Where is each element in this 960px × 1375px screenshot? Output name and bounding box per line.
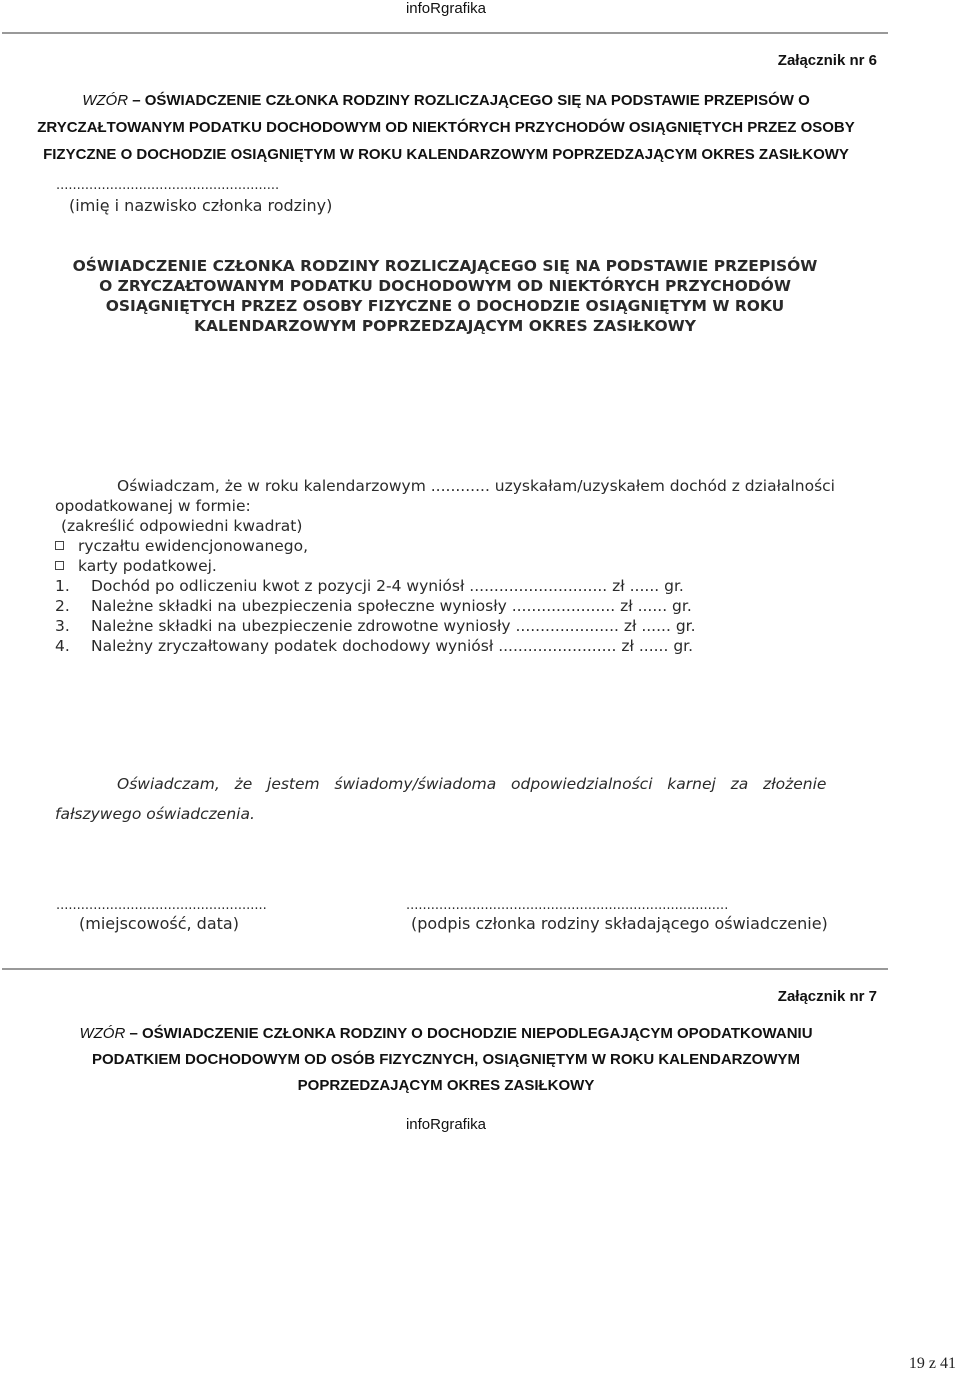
responsibility-line-1: Oświadczam, że jestem świadomy/świadoma odpowiedzialności karnej za złożenie <box>117 775 827 793</box>
checkbox-icon[interactable] <box>55 561 64 570</box>
responsibility-line-2: fałszywego oświadczenia. <box>55 805 255 823</box>
annex-7-title-line-3: POPRZEDZAJĄCYM OKRES ZASIŁKOWY <box>297 1077 595 1094</box>
annex-7-title-line-2: PODATKIEM DOCHODOWYM OD OSÓB FIZYCZNYCH, OSIĄGNIĘTYM W ROKU KALENDARZOWYM <box>91 1051 801 1068</box>
annex-7-title-line-1: WZÓR – OŚWIADCZENIE CZŁONKA RODZINY O DOCHODZIE NIEPODLEGAJĄCYM OPODATKOWANIU <box>79 1025 813 1042</box>
page-header: infoRgrafika <box>405 0 487 17</box>
form-heading-line-1: OŚWIADCZENIE CZŁONKA RODZINY ROZLICZAJĄCEGO SIĘ NA PODSTAWIE PRZEPISÓW <box>72 257 818 275</box>
annex-6-title-line-1: WZÓR – OŚWIADCZENIE CZŁONKA RODZINY ROZLICZAJĄCEGO SIĘ NA PODSTAWIE PRZEPISÓW O <box>82 92 810 109</box>
name-dots: ...................................................... <box>56 178 280 193</box>
header-rule <box>2 32 888 34</box>
form-heading <box>60 256 830 336</box>
annex-6-label: Załącznik nr 6 <box>777 52 877 69</box>
option-tax-card: karty podatkowej. <box>55 557 217 575</box>
template-prefix: WZÓR <box>82 92 129 109</box>
annex-7-label: Załącznik nr 7 <box>777 988 877 1005</box>
name-caption: (imię i nazwisko członka rodziny) <box>69 196 333 215</box>
checkbox-icon[interactable] <box>55 541 64 550</box>
annex-6-title-line-3: FIZYCZNE O DOCHODZIE OSIĄGNIĘTYM W ROKU KALENDARZOWYM POPRZEDZAJĄCYM OKRES ZASIŁKOWY <box>43 146 849 163</box>
place-date-caption: (miejscowość, data) <box>79 914 239 933</box>
signature-caption: (podpis członka rodziny składającego oświadczenie) <box>411 914 828 933</box>
form-heading-line-4: KALENDARZOWYM POPRZEDZAJĄCYM OKRES ZASIŁKOWY <box>194 317 696 335</box>
annex-7-title <box>0 1021 892 1099</box>
place-date-dots: ................................................... <box>56 898 267 913</box>
declaration-line-3: (zakreślić odpowiedni kwadrat) <box>61 517 303 535</box>
list-item: 2. Należne składki na ubezpieczenia społeczne wyniosły ..................... zł ...... gr. <box>55 597 692 615</box>
list-item: 4. Należny zryczałtowany podatek dochodowy wyniósł ........................ zł ...... gr. <box>55 637 694 655</box>
form-heading-line-2: O ZRYCZAŁTOWANYM PODATKU DOCHODOWYM OD NIEKTÓRYCH PRZYCHODÓW <box>99 277 791 295</box>
annex-6-title-line-2: ZRYCZAŁTOWANYM PODATKU DOCHODOWYM OD NIEKTÓRYCH PRZYCHODÓW OSIĄGNIĘTYCH PRZEZ OSOBY <box>37 119 855 136</box>
declaration-line-2: opodatkowanej w formie: <box>55 497 251 515</box>
annex-6-title <box>0 87 892 168</box>
template-prefix: WZÓR <box>79 1025 126 1042</box>
form-heading-line-3: OSIĄGNIĘTYCH PRZEZ OSOBY FIZYCZNE O DOCHODZIE OSIĄGNIĘTYM W ROKU <box>105 297 785 315</box>
page-footer: infoRgrafika <box>405 1116 487 1133</box>
page-number: 19 z 41 <box>908 1355 956 1372</box>
amount-list <box>55 576 696 656</box>
declaration-line-1: Oświadczam, że w roku kalendarzowym ............ uzyskałam/uzyskałem dochód z działalności <box>117 477 835 495</box>
section-rule <box>2 968 888 970</box>
list-item: 1. Dochód po odliczeniu kwot z pozycji 2-4 wyniósł ............................ zł ...... gr. <box>55 577 684 595</box>
option-lump-sum: ryczałtu ewidencjonowanego, <box>55 537 308 555</box>
signature-dots: .............................................................................. <box>406 898 729 913</box>
list-item: 3. Należne składki na ubezpieczenie zdrowotne wyniosły ..................... zł ...... gr. <box>55 617 696 635</box>
